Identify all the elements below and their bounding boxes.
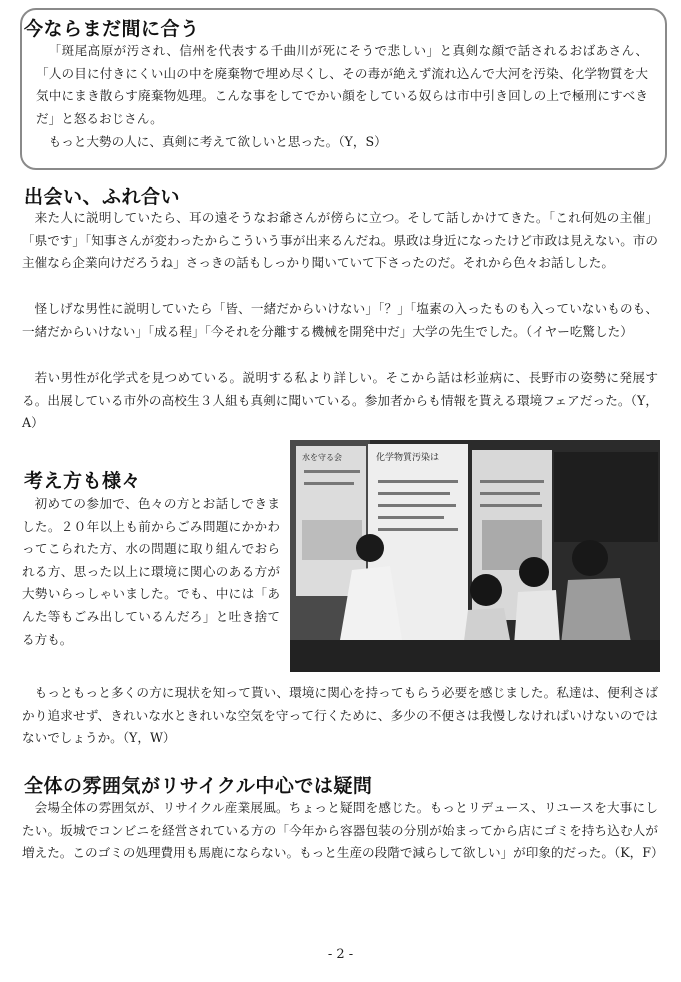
- paragraph: 「斑尾高原が汚され、信州を代表する千曲川が死にそうで悲しい」と真剣な顔で話されるおばあさん、「人の目に付きにくい山の中を廃棄物で埋め尽くし、その毒が絶えず流れ込んで大河を汚染、化学物質を大気中にまき散らす廃棄物処理。こんな事をしてでかい顔をしている奴らは市中引き回しの上で極刑にすべきだ」と怒るおじさん。: [36, 43, 648, 126]
- section-title: 出会い、ふれ合い: [24, 186, 181, 208]
- exhibit-photo-image: [290, 440, 660, 672]
- paragraph: 若い男性が化学式を見つめている。説明する私より詳しい。そこから話は杉並病に、長野市の姿勢に発展する。出展している市外の高校生３人組も真剣に聞いている。参加者からも情報を貰える環境フェアだった。（Y，A）: [22, 370, 658, 431]
- paragraph: 会場全体の雰囲気が、リサイクル産業展風。ちょっと疑問を感じた。もっとリデュース、リユースを大事にしたい。坂城でコンビニを経営されている方の「今年から容器包装の分別が始まってから店にゴミを持ち込む人が増えた。このゴミの処理費用も馬鹿にならない。もっと生産の段階で減らして欲しい」が印象的だった。（K，F）: [22, 800, 664, 861]
- paragraph: もっと大勢の人に、真剣に考えて欲しいと思った。（Y，S）: [48, 134, 387, 149]
- poster-label: 水を守る会: [302, 453, 342, 462]
- poster-label: 化学物質汚染は: [376, 453, 440, 463]
- event-photo: [290, 440, 660, 672]
- paragraph: 来た人に説明していたら、耳の遠そうなお爺さんが傍らに立つ。そして話しかけてきた。「これ何処の主催」「県です」「知事さんが変わったからこういう事が出来るんだね。県政は身近になったけど市政は見えない。市の主催なら企業向けだろうね」さっきの話もしっかり聞いていて下さったのだ。それから色々お話しした。: [22, 210, 658, 271]
- page-number: - 2 -: [327, 947, 354, 962]
- section-title: 今ならまだ間に合う: [24, 18, 200, 40]
- section-title: 全体の雰囲気がリサイクル中心では疑問: [24, 775, 373, 797]
- paragraph: 怪しげな男性に説明していたら「皆、一緒だからいけない」「？」「塩素の入ったものも入っていないものも、一緒だからいけない」「成る程」「今それを分離する機械を開発中だ」大学の先生でした。（イヤー吃驚した）: [22, 301, 658, 339]
- paragraph: 初めての参加で、色々の方とお話しできました。２０年以上も前からごみ問題にかかわってこられた方、水の問題に取り組んでおられる方、思った以上に環境に関心のある方が大勢いらっしゃいました。でも、中には「あんた等もごみ出しているんだろ」と吐き捨てる方も。: [22, 496, 280, 647]
- paragraph: もっともっと多くの方に現状を知って貰い、環境に関心を持ってもらう必要を感じました。私達は、便利さばかり追求せず、きれいな水ときれいな空気を守って行くために、多少の不便さは我慢しなければいけないのではないでしょうか。（Y，W）: [22, 685, 658, 746]
- section-title: 考え方も様々: [24, 470, 142, 492]
